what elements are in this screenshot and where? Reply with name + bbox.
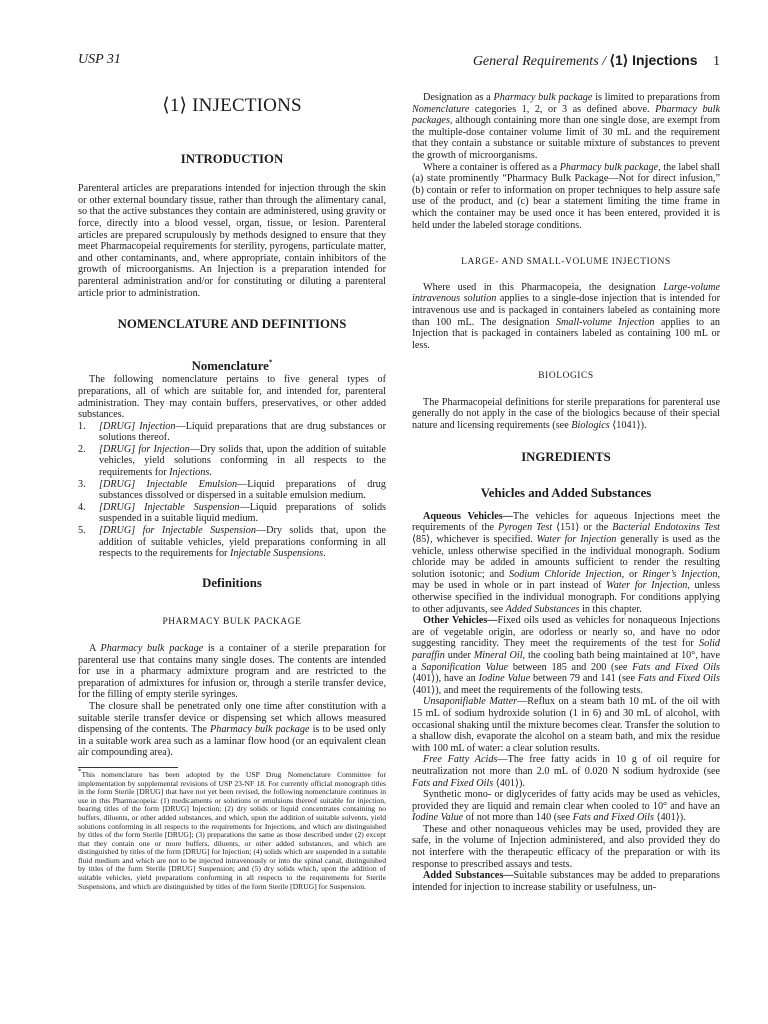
large-small-volume-paragraph (412, 282, 720, 352)
ingredients-heading: INGREDIENTS (521, 449, 611, 464)
term-italic: Fats and Fixed Oils (412, 777, 494, 789)
running-header (78, 52, 720, 72)
list-item (78, 421, 386, 444)
text-run: ⟨151⟩ or the (552, 522, 613, 534)
term-italic: Pharmacy bulk package (210, 724, 310, 736)
footnote-marker: * (78, 767, 82, 776)
test-name: Unsaponifiable Matter (423, 696, 518, 708)
text-run: The vehicles for aqueous Injections meet the requirements of the (412, 510, 720, 534)
list-item-tail: . (209, 467, 212, 479)
term-italic: Pharmacy bulk package, (559, 161, 661, 173)
text-run: Synthetic mono- or diglycerides of fatty acids may be used as vehicles, provided they are liquid and remain clear when cooled to 10° and have an (412, 789, 720, 812)
term-italic: Pharmacy bulk packages, (412, 103, 720, 127)
biologics-paragraph (412, 397, 720, 432)
header-chapter (473, 52, 720, 70)
list-item-tail: . (323, 548, 326, 560)
term-italic: Added Substances (505, 603, 580, 615)
term-italic: Pyrogen Test (498, 522, 553, 534)
term-italic: Pharmacy bulk package (100, 643, 204, 654)
term-italic: Pharmacy bulk package (493, 92, 593, 103)
term-italic: Nomenclature (412, 103, 470, 115)
text-run: Where used in this Pharmacopeia, the designation (423, 281, 664, 293)
left-column (78, 92, 386, 891)
footnote-marker: * (268, 358, 273, 367)
right-column (412, 92, 720, 893)
list-item-term: [DRUG] Injectable Emulsion (99, 478, 238, 490)
pharmacy-bulk-package-heading: PHARMACY BULK PACKAGE (162, 617, 302, 628)
header-section: General Requirements / (472, 54, 607, 69)
nomenclature-list (78, 421, 386, 560)
list-item-number: 3. (78, 478, 86, 490)
term-italic: Ringer’s Injection, (642, 568, 721, 580)
term-italic: Saponification Value (421, 661, 509, 673)
text-run: may be used in whole or in part instead of (412, 580, 607, 592)
term-italic: Fats and Fixed Oils (632, 661, 720, 673)
text-run: in this chapter. (579, 603, 642, 615)
term-italic: Fats and Fixed Oils (637, 673, 720, 685)
term-italic: Mineral Oil, (473, 649, 526, 661)
text-run: ⟨401⟩), have an (412, 673, 479, 685)
text-run: although containing more than one single dose, are exempt from the multiple-dose container volume limit of 30 mL and the requirement that they contain a substance or suitable mixture of substances to prevent the growth of microorganisms. (412, 115, 720, 161)
term-italic: Solid paraffin (412, 638, 720, 661)
synthetic-glycerides-paragraph (412, 789, 720, 824)
list-item-term: [DRUG] for Injectable Suspension (99, 525, 256, 537)
list-item-ref: Injections (169, 467, 210, 479)
text-run: is a container of a sterile preparation for parenteral use that contains many single doses. The contents are intended for use in a pharmacy admixture program and are restricted to the preparation of admixtures for infusion or, through a sterile transfer device, for the filling of empty sterile syringes. (78, 643, 387, 701)
footnote (78, 767, 386, 891)
vehicles-heading: Vehicles and Added Substances (480, 486, 652, 501)
nomenclature-heading (78, 358, 386, 373)
list-item (78, 479, 386, 502)
footnote-divider (78, 767, 178, 768)
text-run: generally is used as the vehicle, unless otherwise specified in the individual monograph. Sodium chloride may be added in amounts sufficient to render the resulting solution isotonic; and (412, 534, 720, 580)
text-run: ⟨401⟩), and meet the requirements of the following tests. (412, 684, 643, 696)
term-italic: Fats and Fixed Oils (572, 812, 654, 824)
term-italic: Iodine Value (478, 673, 531, 685)
text-run: is limited to preparations from (592, 92, 720, 103)
runin-heading: Aqueous Vehicles— (423, 510, 513, 522)
list-item-number: 1. (78, 420, 86, 432)
pbp-paragraph-1 (78, 643, 386, 701)
text-run: The closure shall be penetrated only one time after constitution with a suitable sterile transfer device or dispensing set which allows measured dispensing of the contents. The (78, 700, 386, 736)
term-italic: Biologics (571, 420, 610, 432)
text-run: ⟨401⟩). (493, 777, 525, 789)
term-italic: Bacterial Endotoxins Test (612, 522, 720, 534)
text-run: ⟨1041⟩). (609, 420, 647, 432)
text-run: the label shall (a) state prominently “Pharmacy Bulk Package—Not for direct infusion,” (b) contain or refer to information on proper techniques to help assure safe use of the product, and (c) bear a statement limiting the time frame in which the container may be used once it has been entered, provided it is held under the labeled storage conditions. (412, 161, 720, 231)
runin-heading: Added Substances— (423, 870, 514, 882)
list-item-term: [DRUG] Injection (99, 420, 176, 432)
term-italic: Iodine Value (412, 812, 464, 824)
text-run: The Pharmacopeial definitions for sterile preparations for parenteral use generally do not apply in the case of the biologics because of their special nature and licensing requirements (see (412, 396, 720, 432)
text-run: Suitable substances may be added to preparations intended for injection to increase stability or usefulness, un- (412, 870, 721, 893)
pbp-designation-paragraph (412, 92, 720, 162)
text-run: or (624, 568, 643, 580)
list-item-text: —Dry solids that, upon the addition of suitable vehicles, yield preparations conforming in all respects to the requirements for (99, 525, 387, 560)
text-run: of not more than 140 (see (463, 812, 573, 824)
unsaponifiable-matter-paragraph (412, 696, 720, 754)
term-italic: Large-volume intravenous solution (412, 281, 720, 305)
nomenclature-definitions-heading: NOMENCLATURE AND DEFINITIONS (117, 317, 347, 332)
list-item-text: —Dry solids that, upon the addition of suitable vehicles, yield solutions conforming in all respects to the requirements for (99, 443, 387, 479)
footnote-text: This nomenclature has been adopted by the USP Drug Nomenclature Committee for implementation by supplemental revisions of USP 23-NF 18. For currently official monograph titles in the form Sterile [DRUG] that have not yet been revised, the following nomenclature continues in use in this Pharmacopeia: (1) medicaments or solutions or emulsions thereof suitable for injection, bearing titles of the form [DRUG] Injection; (2) dry solids or liquid concentrates containing no buffers, diluents, or other added substances, and which, upon the addition of suitable solvents, yield solutions conforming in all respects to the requirements for Injections, and which are distinguished by titles of the form Sterile [DRUG]; (3) preparations the same as those described under (2) except that they contain one or more buffers, diluents, or other added substances, and which are distinguished by titles of the form [DRUG] for Injection; (4) solids which are suspended in a suitable fluid medium and which are not to be injected intravenously or into the spinal canal, distinguished by titles of the form Sterile [DRUG] Suspension; and (5) dry solids which, upon the addition of suitable vehicles, yield preparations conforming in all respects to the requirements for Sterile Suspensions, and which are distinguished by titles of the form Sterile [DRUG] for Suspension. (78, 769, 386, 891)
header-edition: USP 31 (78, 52, 121, 67)
free-fatty-acids-paragraph (412, 754, 720, 789)
term-italic: Small-volume Injection (555, 316, 655, 328)
header-chapter-title: ⟨1⟩ Injections (609, 52, 698, 68)
nomenclature-heading-text: Nomenclature (191, 358, 269, 373)
text-run: categories 1, 2, or 3 as defined above. (469, 103, 656, 115)
text-run: Designation as a (423, 92, 494, 103)
list-item-text: —Liquid preparations that are drug substances or solutions thereof. (99, 420, 386, 444)
text-run: ⟨85⟩, whichever is specified. (412, 534, 537, 546)
runin-heading: Other Vehicles— (423, 615, 498, 627)
text-run: the cooling bath being maintained at 10°, have a (412, 649, 720, 673)
list-item (78, 444, 386, 479)
term-italic: Sodium Chloride Injection, (509, 568, 625, 580)
chapter-title: ⟨1⟩ INJECTIONS (162, 95, 302, 116)
introduction-heading: INTRODUCTION (180, 151, 284, 166)
introduction-paragraph: Parenteral articles are preparations intended for injection through the skin or other external boundary tissue, rather than through the alimentary canal, so that the active substances they contain are administered, using gravity or force, directly into a blood vessel, organ, tissue, or lesion. Parenteral articles are prepared scrupulously by methods designed to ensure that they meet Pharmacopeial requirements for sterility, pyrogens, particulate matter, and other contaminants, and, where appropriate, contain inhibitors of the growth of microorganisms. An Injection is a preparation intended for parenteral administration and/or for constituting or diluting a parenteral article prior to administration. (78, 183, 386, 299)
test-name: Free Fatty Acids (423, 754, 498, 766)
text-run: applies to a single-dose injection that is intended for intravenous use and is packaged in containers labeled as containing more than 100 mL. The designation (412, 293, 720, 328)
list-item-number: 5. (78, 525, 86, 537)
page-number: 1 (713, 54, 720, 69)
text-run: between 79 and 141 (see (530, 673, 638, 685)
list-item-term: [DRUG] Injectable Suspension (99, 501, 240, 513)
term-italic: Water for Injection (536, 534, 617, 546)
list-item-text: —Liquid preparations of drug substances dissolved or dispersed in a suitable emulsion medium. (99, 478, 386, 502)
other-vehicles-paragraph (412, 615, 720, 696)
text-run: Where a container is offered as a (423, 161, 560, 173)
nomenclature-paragraph: The following nomenclature pertains to five general types of preparations, all of which are suitable for, and intended for, parenteral administration. They may contain buffers, preservatives, or other added substances. (78, 374, 386, 421)
list-item-number: 4. (78, 501, 86, 513)
text-run: A (89, 643, 101, 654)
added-substances-paragraph (412, 870, 720, 893)
text-run: unless otherwise specified in the individual monograph. For conditions applying to other adjuvants, see (412, 580, 721, 615)
biologics-heading: BIOLOGICS (538, 371, 594, 382)
text-run: Fixed oils used as vehicles for nonaqueous Injections are of vegetable origin, are odorless or nearly so, and have no odor suggesting rancidity. They meet the requirements of the test for (412, 615, 720, 650)
text-run: ⟨401⟩). (653, 812, 686, 824)
text-run: —The free fatty acids in 10 g of oil require for neutralization not more than 2.0 mL of 0.020 N sodium hydroxide (see (412, 754, 720, 777)
text-run: between 185 and 200 (see (508, 661, 633, 673)
term-italic: Water for Injection, (606, 580, 690, 592)
definitions-heading: Definitions (202, 575, 262, 590)
list-item-text: —Liquid preparations of solids suspended in a suitable liquid medium. (99, 501, 386, 525)
list-item-ref: Injectable Suspensions (229, 548, 324, 560)
text-run: under (444, 649, 474, 661)
text-run: applies to an Injection that is packaged in containers labeled as containing 100 mL or less. (412, 316, 721, 351)
text-run: —Reflux on a steam bath 10 mL of the oil with 15 mL of sodium hydroxide solution (1 in 6) and 30 mL of alcohol, with occasional shaking until the mixture becomes clear. Transfer the solution to a shallow dish, evaporate the alcohol on a steam bath, and mix the residue with 100 mL of water: a clear solution results. (412, 696, 720, 754)
list-item (78, 502, 386, 525)
list-item (78, 525, 386, 560)
text-run: is to be used only in a suitable work area such as a laminar flow hood (or an equivalent clean air compounding area). (78, 724, 386, 759)
pbp-paragraph-2 (78, 701, 386, 759)
list-item-number: 2. (78, 443, 86, 455)
nonaqueous-vehicles-paragraph: These and other nonaqueous vehicles may be used, provided they are safe, in the volume of Injection administered, and also provided they do not interfere with the therapeutic efficacy of the preparation or with its response to prescribed assays and tests. (412, 823, 720, 870)
large-small-volume-heading: LARGE- AND SMALL-VOLUME INJECTIONS (461, 257, 671, 268)
aqueous-vehicles-paragraph (412, 511, 720, 615)
pbp-label-paragraph (412, 162, 720, 232)
list-item-term: [DRUG] for Injection (99, 443, 190, 455)
